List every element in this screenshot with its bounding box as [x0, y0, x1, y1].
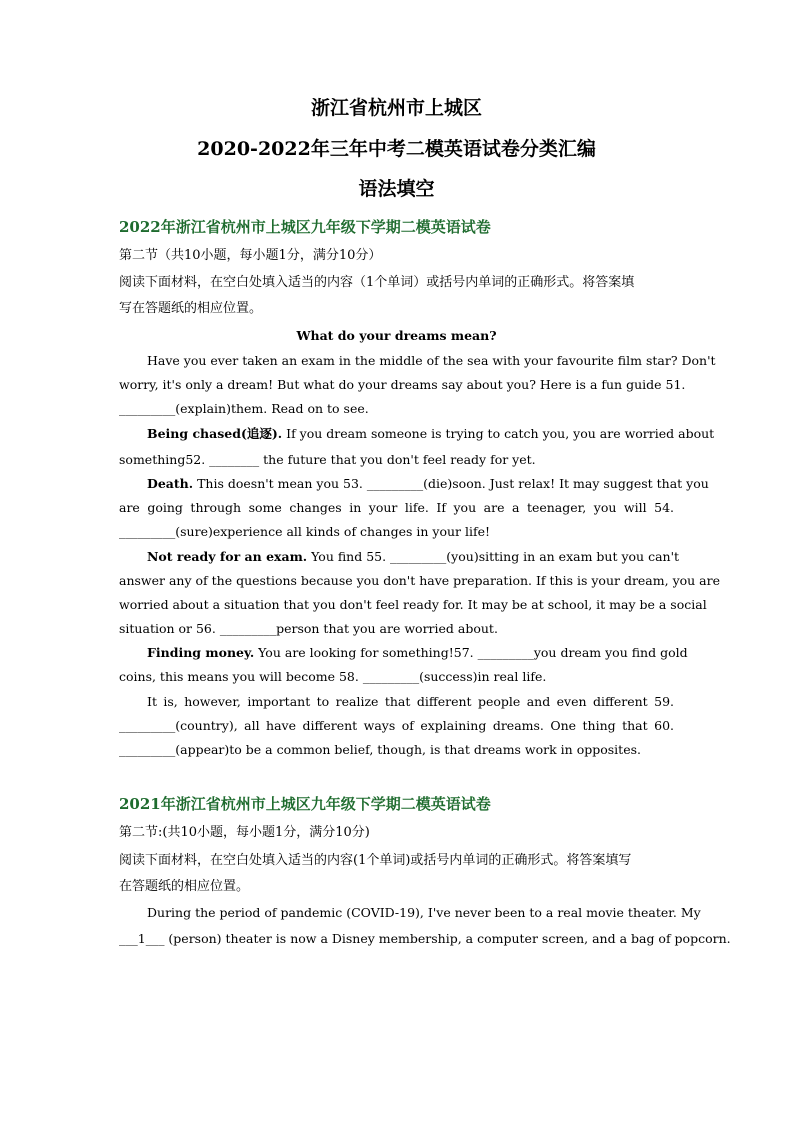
paragraph-text: This doesn't mean you 53. _________(die)soon. Just relax! It may suggest that you: [193, 476, 709, 491]
passage-line: _________(explain)them. Read on to see.: [119, 401, 369, 416]
passage-line: _________(sure)experience all kinds of changes in your life!: [119, 524, 491, 539]
passage-line: During the period of pandemic (COVID-19), I've never been to a real movie theater. My: [147, 905, 701, 920]
passage-line: _________(appear)to be a common belief, though, is that dreams work in opposites.: [119, 742, 641, 757]
paragraph-lead: Being chased(追逐).: [147, 426, 283, 441]
doc-title-main: 2020-2022年三年中考二模英语试卷分类汇编: [197, 138, 596, 160]
passage-title: What do your dreams mean?: [296, 328, 497, 343]
instruction-line-1: 阅读下面材料，在空白处填入适当的内容(1个单词)或括号内单词的正确形式。将答案填写: [119, 853, 632, 868]
paragraph-lead: Finding money.: [147, 645, 255, 660]
passage-line: [119, 424, 715, 444]
section-heading-2022: 2022年浙江省杭州市上城区九年级下学期二模英语试卷: [119, 218, 491, 236]
paragraph-lead: Not ready for an exam.: [147, 549, 308, 564]
instruction-line-2: 写在答题纸的相应位置。: [119, 301, 263, 316]
passage-line: worry, it's only a dream! But what do your dreams say about you? Here is a fun guide 51.: [119, 377, 686, 392]
section-part-2021: 第二节:(共10小题，每小题1分，满分10分): [119, 825, 370, 840]
passage-line: It is, however, important to realize that different people and even different 59.: [147, 694, 674, 709]
doc-title-region: 浙江省杭州市上城区: [310, 97, 482, 119]
instruction-line-1: 阅读下面材料，在空白处填入适当的内容（1个单词）或括号内单词的正确形式。将答案填: [119, 275, 635, 290]
passage-line: coins, this means you will become 58. _________(success)in real life.: [119, 669, 547, 684]
passage-line: Have you ever taken an exam in the middle of the sea with your favourite film star? Don't: [147, 353, 716, 368]
passage-line: _________(country), all have different ways of explaining dreams. One thing that 60.: [119, 718, 674, 733]
doc-title-topic: 语法填空: [358, 178, 435, 200]
section-part-2022: 第二节（共10小题，每小题1分，满分10分）: [119, 248, 382, 263]
instruction-line-2: 在答题纸的相应位置。: [119, 879, 250, 894]
passage-line: [119, 474, 709, 494]
paragraph-text: You find 55. _________(you)sitting in an exam but you can't: [307, 549, 680, 564]
passage-line: [119, 643, 688, 663]
passage-line: worried about a situation that you don't feel ready for. It may be at school, it may be a social: [119, 597, 707, 612]
passage-line: [119, 547, 680, 567]
passage-line: ___1___ (person) theater is now a Disney membership, a computer screen, and a bag of popcorn.: [119, 931, 731, 946]
paragraph-lead: Death.: [147, 476, 194, 491]
section-heading-2021: 2021年浙江省杭州市上城区九年级下学期二模英语试卷: [119, 795, 491, 813]
paragraph-text: You are looking for something!57. _________you dream you find gold: [254, 645, 688, 660]
passage-line: are going through some changes in your life. If you are a teenager, you will 54.: [119, 500, 674, 515]
passage-line: situation or 56. _________person that you are worried about.: [119, 621, 498, 636]
passage-line: answer any of the questions because you don't have preparation. If this is your dream, you are: [119, 573, 721, 588]
passage-line: something52. ________ the future that you don't feel ready for yet.: [119, 452, 536, 467]
paragraph-text: If you dream someone is trying to catch you, you are worried about: [282, 426, 715, 441]
